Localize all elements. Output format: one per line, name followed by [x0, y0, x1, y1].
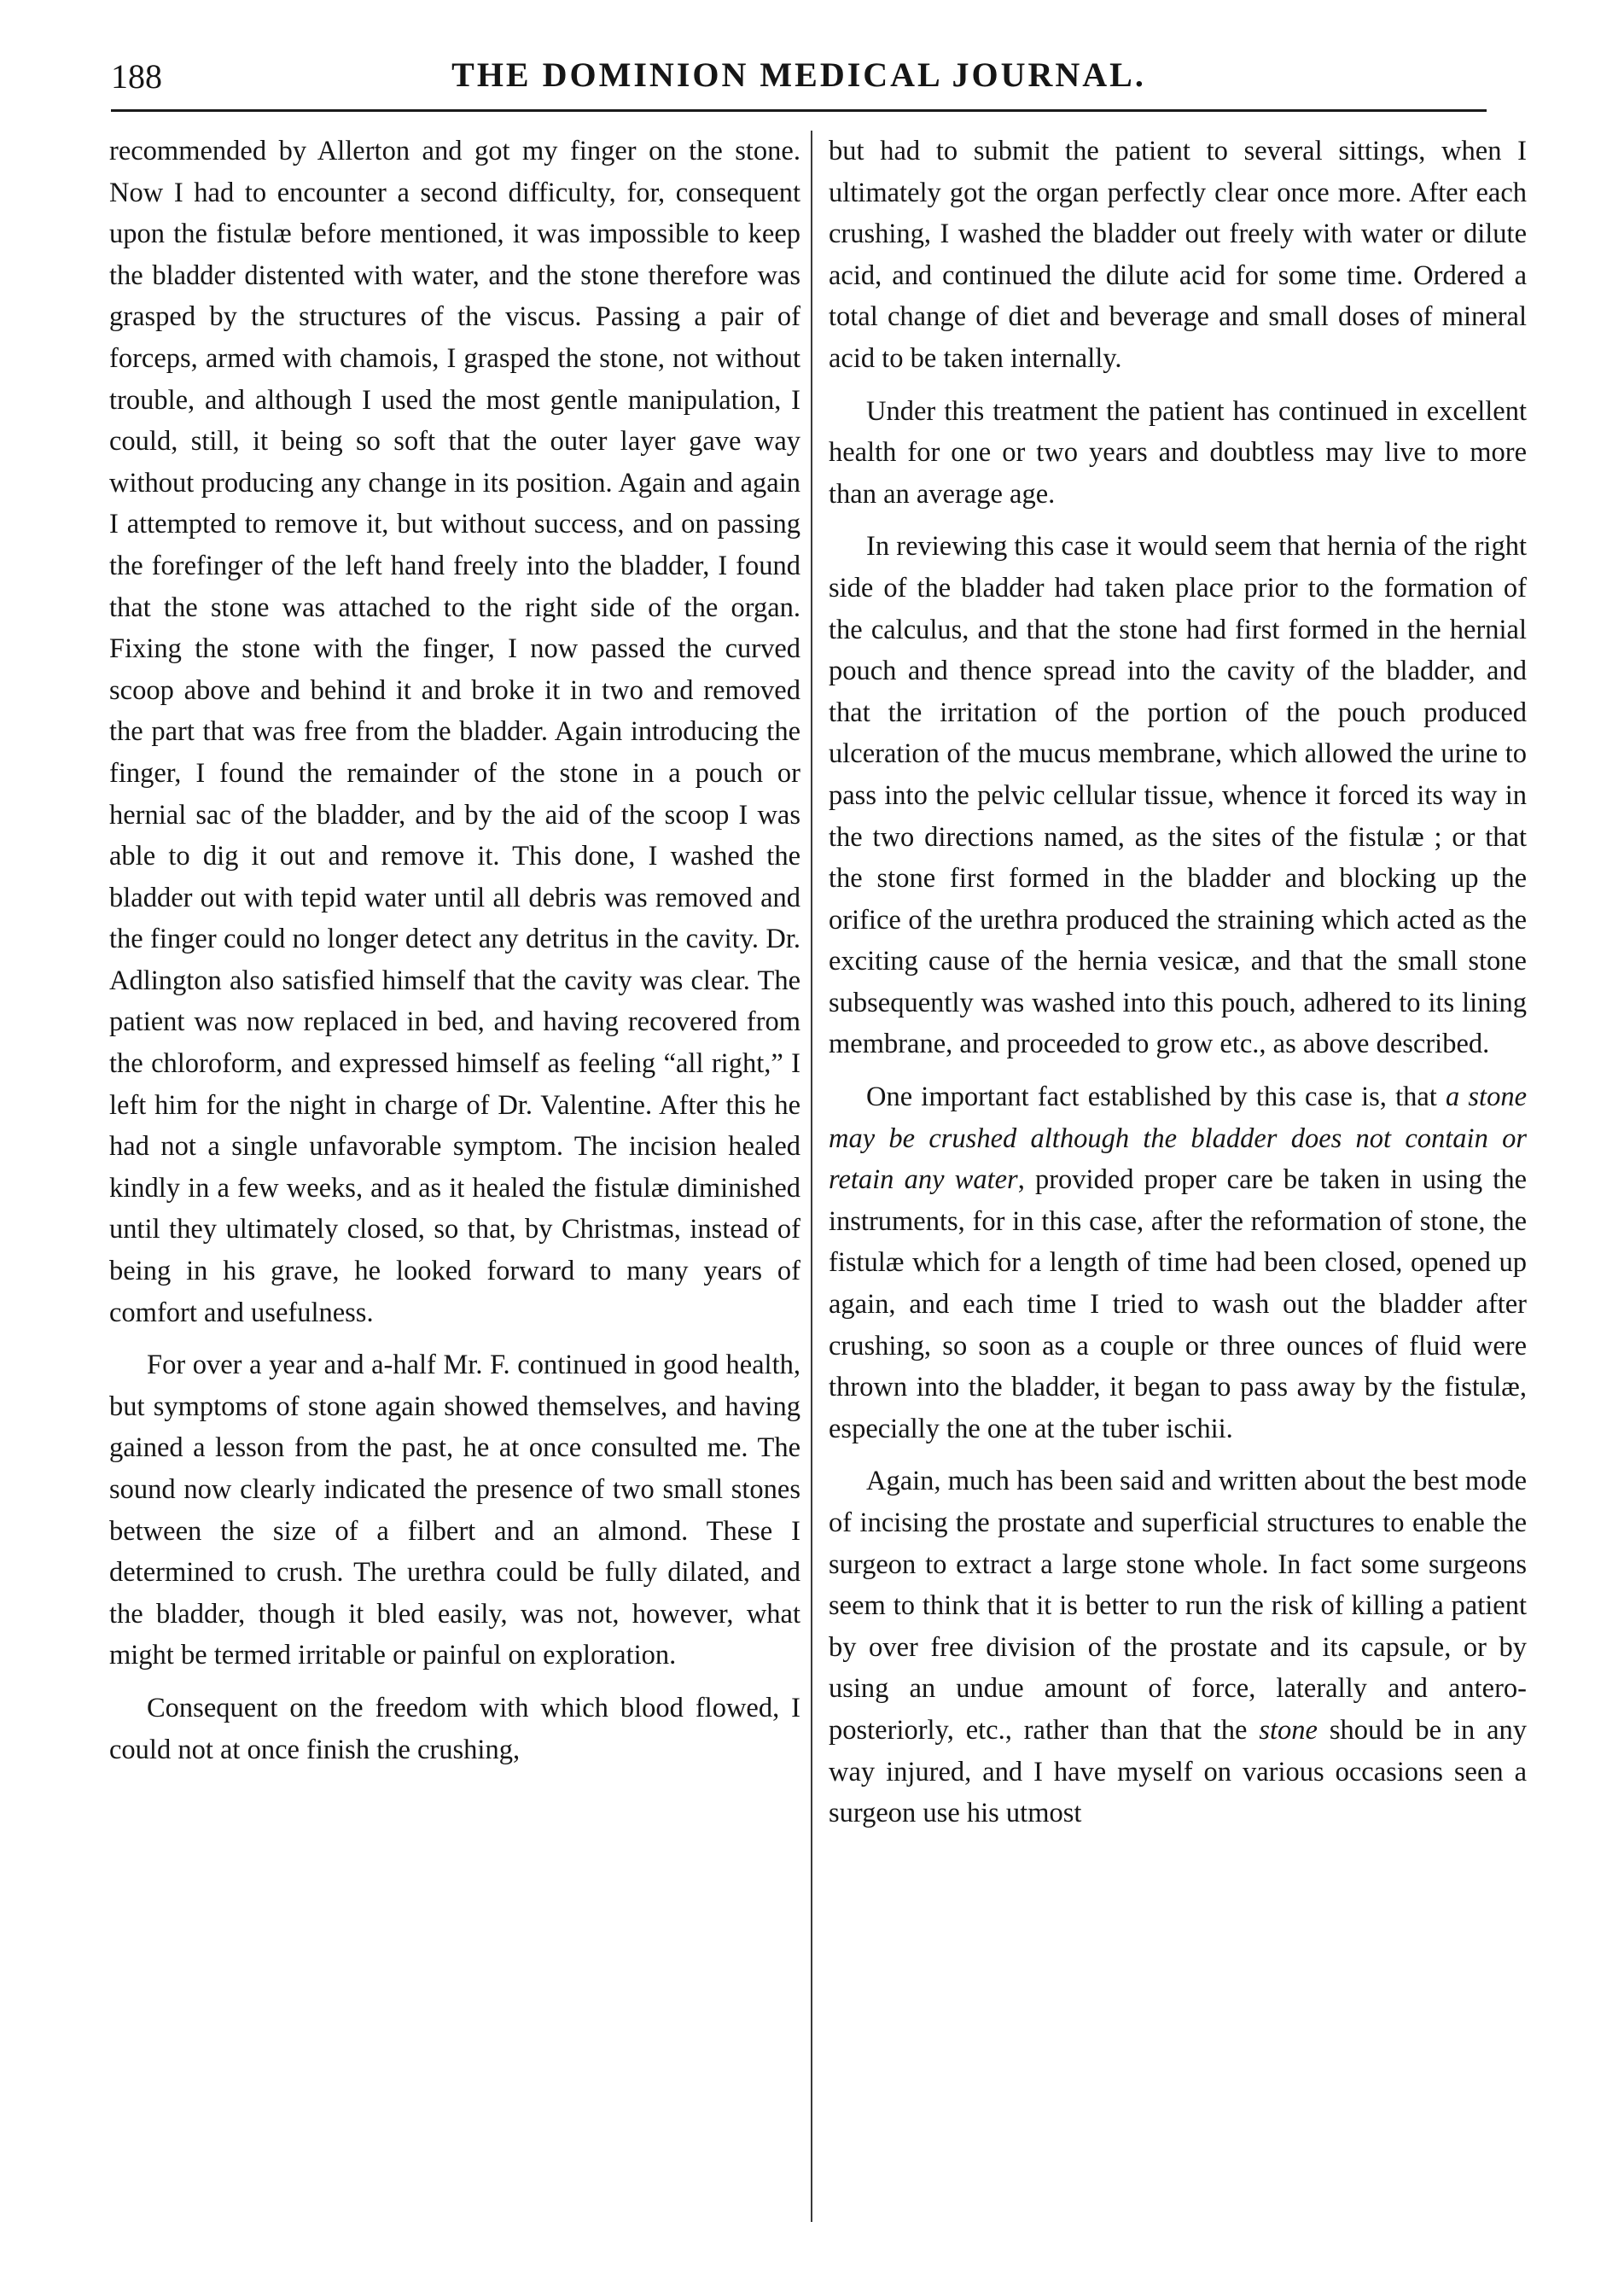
paragraph-text: Again, much has been said and written about the best mode of incising the prostate and superficial structures to enable the surgeon to extract a large stone whole. In fact some surgeons seem to think that it is better to run the risk of killing a patient by over free division of the prostate and its capsule, or by using an undue amount of force, laterally and antero-posteriorly, etc., rather than that the	[829, 1466, 1527, 1746]
page-header	[111, 50, 1487, 109]
header-rule	[111, 109, 1487, 112]
journal-title: THE DOMINION MEDICAL JOURNAL.	[451, 55, 1146, 94]
right-column	[829, 131, 1527, 1846]
paragraph-text: , provided proper care be taken in using the instruments, for in this case, after the reformation of stone, the fistulæ which for a length of time had been closed, opened up again, and each time I tried to wash out the bladder after crushing, so soon as a couple or three ounces of fluid were thrown into the bladder, it began to pass away by the fistulæ, especially the one at the tuber ischii.	[829, 1164, 1527, 1444]
paragraph-text: One important fact established by this case is, that	[866, 1082, 1446, 1113]
page-number: 188	[111, 57, 162, 96]
italic-emphasis: stone	[1259, 1714, 1318, 1746]
left-column	[109, 131, 800, 1781]
paragraph-text: should be in any way injured, and I have myself on various occasions seen a surgeon use his utmost	[829, 1714, 1527, 1829]
paragraph: For over a year and a-half Mr. F. continued in good health, but symptoms of stone again showed themselves, and having gained a lesson from the past, he at once consulted me. The sound now clearly indicated the presence of two small stones between the size of a filbert and an almond. These I determined to crush. The urethra could be fully dilated, and the bladder, though it bled easily, was not, however, what might be termed irritable or painful on exploration.	[109, 1350, 800, 1671]
paragraph: recommended by Allerton and got my finger on the stone. Now I had to encounter a second difficulty, for, consequent upon the fistulæ before mentioned, it was impossible to keep the bladder distented with water, and the stone therefore was grasped by the structures of the viscus. Passing a pair of forceps, armed with chamois, I grasped the stone, not without trouble, and although I used the most gentle manipulation, I could, still, it being so soft that the outer layer gave way without producing any change in its position. Again and again I attempted to remove it, but without success, and on passing the forefinger of the left hand freely into the bladder, I found that the stone was attached to the right side of the organ. Fixing the stone with the finger, I now passed the curved scoop above and behind it and broke it in two and removed the part that was free from the bladder. Again introducing the finger, I found the remainder of the stone in a pouch or hernial sac of the bladder, and by the aid of the scoop I was able to dig it out and remove it. This done, I washed the bladder out with tepid water until all debris was removed and the finger could no longer detect any detritus in the cavity. Dr. Adlington also satisfied himself that the cavity was clear. The patient was now replaced in bed, and having recovered from the chloroform, and expressed himself as feeling “all right,” I left him for the night in charge of Dr. Valentine. After this he had not a single unfavorable symptom. The incision healed kindly in a few weeks, and as it healed the fistulæ diminished until they ultimately closed, so that, by Christmas, instead of being in his grave, he looked forward to many years of comfort and usefulness.	[109, 136, 800, 1328]
column-divider	[811, 131, 812, 2222]
italic-emphasis: a stone may be crushed although the bladder does not contain or retain any water	[829, 1082, 1527, 1196]
paragraph: but had to submit the patient to several sittings, when I ultimately got the organ perfectly clear once more. After each crushing, I washed the bladder out freely with water or dilute acid, and continued the dilute acid for some time. Ordered a total change of diet and beverage and small doses of mineral acid to be taken internally.	[829, 136, 1527, 374]
paragraph: Consequent on the freedom with which blood flowed, I could not at once finish the crushing,	[109, 1692, 800, 1765]
paragraph	[829, 1461, 1527, 1834]
paragraph	[829, 1076, 1527, 1449]
paragraph: Under this treatment the patient has continued in excellent health for one or two years and doubtless may live to more than an average age.	[829, 395, 1527, 510]
paragraph: In reviewing this case it would seem that hernia of the right side of the bladder had taken place prior to the formation of the calculus, and that the stone had first formed in the hernial pouch and thence spread into the cavity of the bladder, and that the irritation of the portion of the pouch produced ulceration of the mucus membrane, which allowed the urine to pass into the pelvic cellular tissue, whence it forced its way in the two directions named, as the sites of the fistulæ ; or that the stone first formed in the bladder and blocking up the orifice of the urethra produced the straining which acted as the exciting cause of the hernia vesicæ, and that the small stone subsequently was washed into this pouch, adhered to its lining membrane, and proceeded to grow etc., as above described.	[829, 531, 1527, 1060]
